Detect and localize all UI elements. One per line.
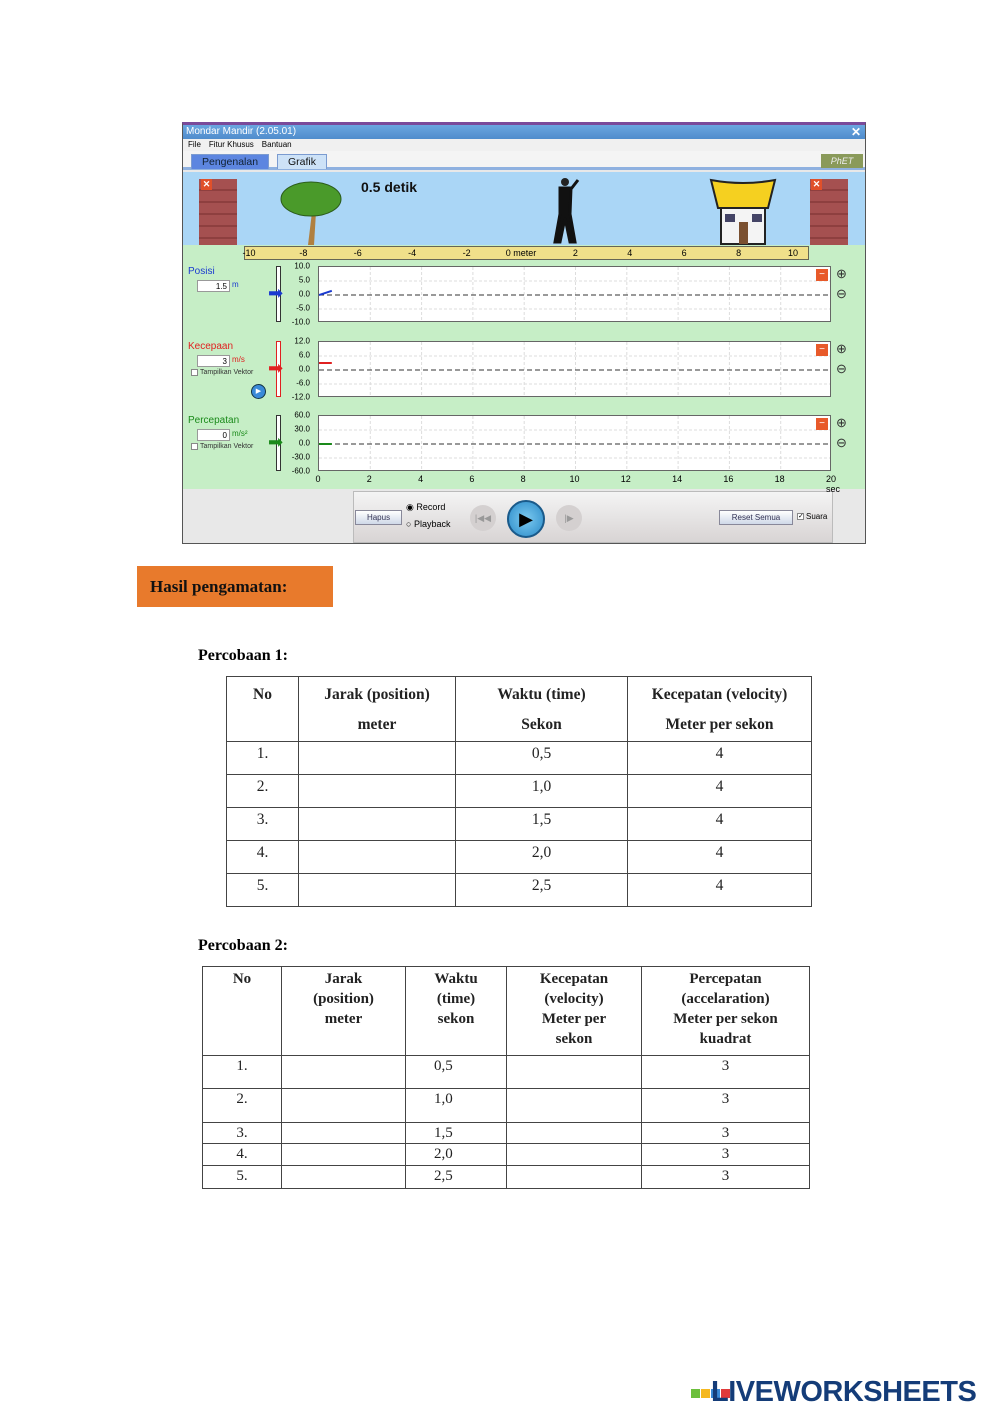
ruler-tick-label: -4	[408, 248, 417, 258]
table-cell: 2,0	[406, 1144, 507, 1166]
table-cell: 1.	[227, 742, 299, 775]
live-badge-icon	[691, 1389, 711, 1399]
input-cell[interactable]	[507, 1166, 642, 1189]
brand-name: LIVEWORKSHEETS	[711, 1376, 977, 1408]
y-tick-label: -60.0	[291, 466, 310, 476]
ruler-tick-label: 6	[681, 248, 687, 258]
simulation-window	[182, 122, 866, 544]
table-cell: 3	[642, 1056, 810, 1089]
table-cell: 4	[628, 808, 812, 841]
table-cell: 4	[628, 841, 812, 874]
table-row	[203, 1144, 810, 1166]
input-cell[interactable]	[507, 1123, 642, 1144]
minimize-graph-icon[interactable]: −	[816, 418, 828, 430]
velocity-slider-arrow-icon[interactable]: ➡	[268, 358, 284, 378]
acceleration-show-vector-checkbox[interactable]	[191, 443, 253, 450]
y-tick-label: 6.0	[298, 350, 310, 360]
position-input-cell[interactable]	[299, 775, 456, 808]
ruler-tick-label: 10	[787, 248, 799, 258]
table-cell: 4	[628, 874, 812, 907]
acceleration-label: Percepatan	[188, 415, 240, 426]
col-header: Waktu (time) sekon	[406, 967, 507, 1056]
ruler-tick-label: 0 meter	[505, 248, 537, 258]
x-tick-label: 2	[366, 474, 372, 484]
remove-left-wall-icon[interactable]: ✕	[202, 179, 211, 189]
table-cell: 4	[628, 775, 812, 808]
liveworksheets-logo	[691, 1376, 976, 1409]
playback-controls	[353, 491, 833, 543]
menu-special-features[interactable]: Fitur Khusus	[208, 140, 254, 149]
velocity-show-vector-checkbox[interactable]	[191, 369, 253, 376]
clear-button[interactable]: Hapus	[355, 510, 402, 525]
input-cell[interactable]	[282, 1089, 406, 1123]
table-cell: 5.	[203, 1166, 282, 1189]
position-graph	[318, 266, 831, 322]
results-heading: Hasil pengamatan:	[137, 566, 333, 607]
table-cell: 3	[642, 1144, 810, 1166]
menu-file[interactable]: File	[188, 140, 201, 149]
table-cell: 1,5	[456, 808, 628, 841]
table-row	[227, 775, 812, 808]
y-tick-label: -10.0	[291, 317, 310, 327]
radio-empty-icon: ○	[406, 519, 412, 529]
table-row	[227, 808, 812, 841]
col-header	[227, 677, 299, 742]
y-tick-label: -5.0	[296, 303, 310, 313]
ruler-tick-label: -8	[299, 248, 308, 258]
y-tick-label: 10.0	[294, 261, 310, 271]
position-input-cell[interactable]	[299, 808, 456, 841]
acceleration-input[interactable]: 0	[197, 429, 230, 441]
table-cell: 3	[642, 1166, 810, 1189]
radio-selected-icon: ◉	[406, 502, 414, 512]
reset-all-button[interactable]: Reset Semua	[719, 510, 793, 525]
x-tick-label: 18	[774, 474, 785, 484]
table-cell: 3	[642, 1123, 810, 1144]
title-bar	[183, 125, 865, 139]
col-header: Percepatan (accelaration) Meter per sekon kuadrat	[642, 967, 810, 1056]
elapsed-time: 0.5 detik	[361, 179, 418, 195]
ruler-tick-label: 2	[572, 248, 578, 258]
col-header	[299, 677, 456, 742]
y-tick-label: 0.0	[298, 438, 310, 448]
step-icon[interactable]: |▶	[556, 505, 582, 531]
zoom-in-icon[interactable]: ⊕	[836, 266, 847, 281]
checkbox-icon	[191, 369, 198, 376]
table-row	[203, 1166, 810, 1189]
walking-man-icon[interactable]	[548, 176, 583, 244]
y-tick-label: 12.0	[294, 336, 310, 346]
x-tick-label: 10	[569, 474, 580, 484]
tab-charts[interactable]: Grafik	[277, 154, 327, 169]
input-cell[interactable]	[282, 1123, 406, 1144]
x-tick-label: 4	[418, 474, 424, 484]
table-cell: 1.	[203, 1056, 282, 1089]
position-input-cell[interactable]	[299, 874, 456, 907]
position-input-cell[interactable]	[299, 841, 456, 874]
experiment-1-table	[226, 676, 812, 907]
input-cell[interactable]	[282, 1056, 406, 1089]
table-cell: 2,5	[406, 1166, 507, 1189]
ruler-tick-label: -10	[242, 248, 256, 258]
position-label: Posisi	[188, 266, 215, 277]
table-header-row	[227, 677, 812, 742]
zoom-out-icon[interactable]: ⊖	[836, 361, 847, 376]
table-cell: 2,5	[456, 874, 628, 907]
col-header	[628, 677, 812, 742]
sound-label: Suara	[806, 512, 828, 521]
position-trace	[319, 291, 332, 295]
tab-bar	[183, 151, 865, 170]
table-cell: 0,5	[406, 1056, 507, 1089]
table-row	[203, 1123, 810, 1144]
header-line: Waktu (time)	[497, 686, 586, 703]
table-row	[203, 1056, 810, 1089]
remove-right-wall-icon[interactable]: ✕	[812, 179, 821, 189]
ruler-tick-label: 8	[736, 248, 742, 258]
acceleration-unit: m/s²	[232, 429, 248, 438]
y-tick-label: 60.0	[294, 410, 310, 420]
position-ruler	[244, 246, 809, 260]
experiment-1-title: Percobaan 1:	[198, 647, 288, 664]
header-line: Meter per sekon	[665, 716, 774, 733]
velocity-input[interactable]: 3	[197, 355, 230, 367]
acceleration-slider-arrow-icon[interactable]: ➡	[268, 432, 284, 452]
table-header-row	[203, 967, 810, 1056]
table-cell: 1,0	[456, 775, 628, 808]
x-tick-label: 6	[469, 474, 475, 484]
y-tick-label: 30.0	[294, 424, 310, 434]
table-cell: 1,5	[406, 1123, 507, 1144]
x-tick-label: 16	[723, 474, 734, 484]
play-vector-icon[interactable]: ▶	[251, 384, 266, 399]
table-row	[227, 841, 812, 874]
y-tick-label: -30.0	[291, 452, 310, 462]
table-cell: 4.	[227, 841, 299, 874]
table-cell: 4	[628, 742, 812, 775]
header-line: Jarak (position)	[324, 686, 430, 703]
ruler-tick-label: 4	[627, 248, 633, 258]
y-tick-label: 5.0	[298, 275, 310, 285]
velocity-label: Kecepaan	[188, 341, 234, 352]
play-icon[interactable]: ▶	[507, 500, 545, 538]
ruler-tick-label: -6	[353, 248, 362, 258]
header-line: Sekon	[521, 716, 562, 733]
x-tick-label: 14	[672, 474, 683, 484]
table-cell: 3.	[227, 808, 299, 841]
input-cell[interactable]	[507, 1089, 642, 1123]
record-label: Record	[416, 502, 446, 512]
checkbox-checked-icon: ✓	[798, 513, 804, 521]
phet-logo: PhET	[821, 154, 863, 168]
table-cell: 2,0	[456, 841, 628, 874]
menu-bar	[183, 139, 865, 151]
x-tick-label: 20 sec	[826, 474, 841, 494]
scene	[183, 172, 865, 245]
table-row	[227, 742, 812, 775]
checkbox-label: Tampilkan Vektor	[200, 443, 254, 451]
table-row	[203, 1089, 810, 1123]
close-icon[interactable]: ✕	[850, 125, 861, 139]
minimize-graph-icon[interactable]: −	[816, 344, 828, 356]
table-cell: 2.	[227, 775, 299, 808]
ruler-tick-label: -2	[462, 248, 471, 258]
input-cell[interactable]	[507, 1144, 642, 1166]
x-tick-label: 12	[620, 474, 631, 484]
window-title: Mondar Mandir (2.05.01)	[186, 126, 297, 137]
table-cell: 3.	[203, 1123, 282, 1144]
col-header: No	[203, 967, 282, 1056]
record-radio[interactable]	[406, 502, 445, 513]
position-slider-arrow-icon[interactable]: ➡	[268, 283, 284, 303]
header-line: Kecepatan (velocity)	[651, 686, 788, 703]
x-tick-label: 8	[520, 474, 526, 484]
table-cell: 3	[642, 1089, 810, 1123]
col-header: Kecepatan (velocity) Meter per sekon	[507, 967, 642, 1056]
table-cell: 1,0	[406, 1089, 507, 1123]
table-cell: 5.	[227, 874, 299, 907]
position-unit: m	[232, 280, 239, 289]
input-cell[interactable]	[282, 1166, 406, 1189]
input-cell[interactable]	[507, 1056, 642, 1089]
col-header	[456, 677, 628, 742]
y-tick-label: 0.0	[298, 364, 310, 374]
position-input[interactable]: 1.5	[197, 280, 230, 292]
y-tick-label: -6.0	[296, 378, 310, 388]
tab-introduction[interactable]: Pengenalan	[191, 154, 269, 169]
acceleration-graph	[318, 415, 831, 471]
house-icon	[708, 178, 778, 245]
x-tick-label: 0	[315, 474, 321, 484]
menu-help[interactable]: Bantuan	[261, 140, 292, 149]
zoom-out-icon[interactable]: ⊖	[836, 435, 847, 450]
playback-radio[interactable]	[406, 519, 450, 529]
zoom-in-icon[interactable]: ⊕	[836, 415, 847, 430]
col-header: Jarak (position) meter	[282, 967, 406, 1056]
table-row	[227, 874, 812, 907]
position-input-cell[interactable]	[299, 742, 456, 775]
playback-label: Playback	[413, 519, 451, 529]
header-line: meter	[357, 716, 397, 733]
experiment-2-table	[202, 966, 810, 1189]
table-cell: 0,5	[456, 742, 628, 775]
table-cell: 2.	[203, 1089, 282, 1123]
y-tick-label: 0.0	[298, 289, 310, 299]
sound-checkbox[interactable]	[797, 512, 827, 521]
input-cell[interactable]	[282, 1144, 406, 1166]
header-line: No	[253, 686, 272, 703]
rewind-icon[interactable]: |◀◀	[470, 505, 496, 531]
zoom-in-icon[interactable]: ⊕	[836, 341, 847, 356]
zoom-out-icon[interactable]: ⊖	[836, 286, 847, 301]
velocity-graph	[318, 341, 831, 397]
experiment-2-title: Percobaan 2:	[198, 937, 288, 954]
table-cell: 4.	[203, 1144, 282, 1166]
checkbox-label: Tampilkan Vektor	[200, 369, 254, 377]
checkbox-icon	[191, 443, 198, 450]
velocity-unit: m/s	[232, 355, 245, 364]
tree-icon	[278, 177, 343, 245]
y-tick-label: -12.0	[291, 392, 310, 402]
minimize-graph-icon[interactable]: −	[816, 269, 828, 281]
